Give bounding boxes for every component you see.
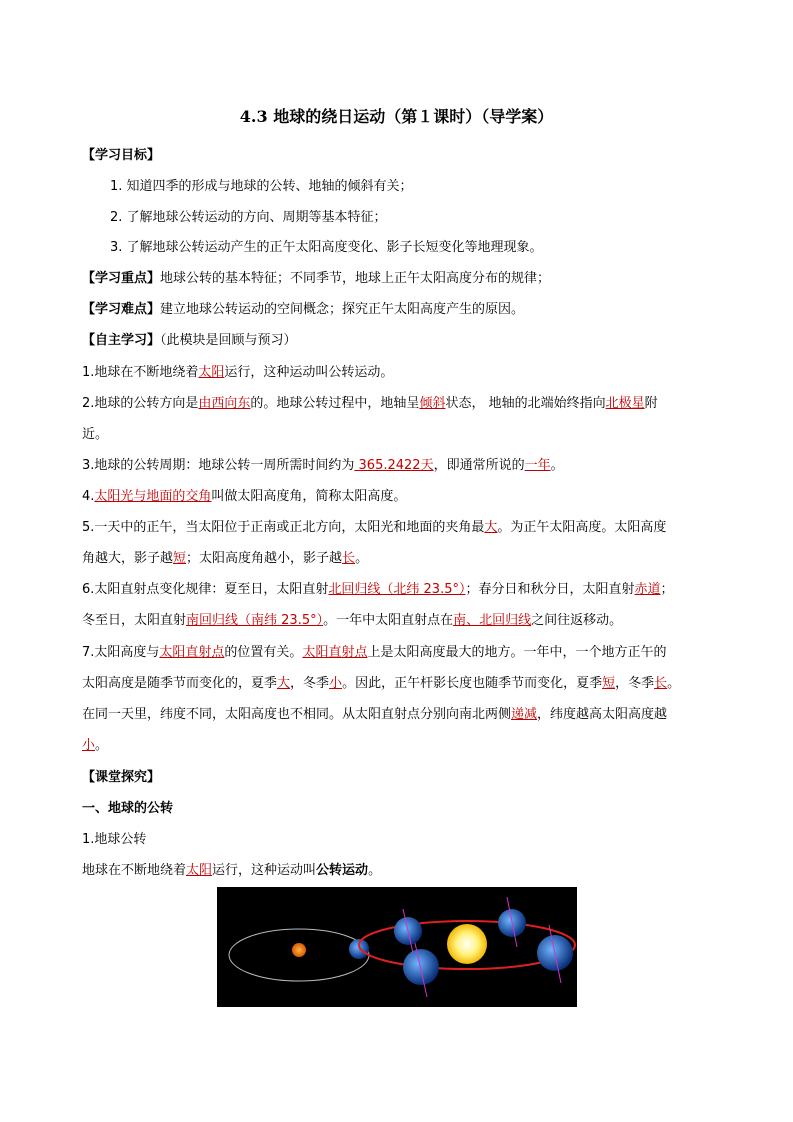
text: 。 xyxy=(368,863,382,878)
section-heading: 一、地球的公转 xyxy=(82,801,174,816)
self-study-note: （此模块是回顾与预习） xyxy=(160,333,297,348)
question-7 xyxy=(82,643,666,663)
key-points-text: 地球公转的基本特征；不同季节，地球上正午太阳高度分布的规律； xyxy=(160,271,551,286)
sun xyxy=(447,924,487,964)
answer-blank: 小 xyxy=(329,676,343,691)
text: 的。地球公转过程中，地轴呈 xyxy=(250,396,420,411)
text: 叫做太阳高度角，简称太阳高度。 xyxy=(211,489,407,504)
answer-blank: 365.2422天 xyxy=(354,458,434,473)
text: 。 xyxy=(667,676,681,691)
text: 之间往返移动。 xyxy=(531,613,623,628)
text: 。 xyxy=(95,738,109,753)
text: ，冬季 xyxy=(290,676,330,691)
key-points xyxy=(82,269,550,289)
question-2 xyxy=(82,394,658,414)
bold-term: 公转运动 xyxy=(316,863,369,878)
answer-blank: 太阳 xyxy=(198,365,225,380)
text: 。为正午太阳高度。太阳高度 xyxy=(497,520,667,535)
text: ，冬季 xyxy=(615,676,655,691)
section-line xyxy=(82,861,381,881)
question-2-cont: 近。 xyxy=(82,427,109,442)
page-title: 4.3 地球的绕日运动（第１课时）（导学案） xyxy=(239,107,554,126)
answer-blank: 南回归线（南纬 23.5°） xyxy=(186,613,324,628)
answer-blank: 赤道 xyxy=(634,582,661,597)
small-sun xyxy=(292,943,306,957)
text: 。一年中太阳直射点在 xyxy=(323,613,454,628)
text: 6.太阳直射点变化规律：夏至日，太阳直射 xyxy=(82,582,329,597)
question-7-cont xyxy=(82,674,680,694)
question-5-cont xyxy=(82,549,368,569)
answer-blank: 北回归线（北纬 23.5°） xyxy=(328,582,466,597)
text: 7.太阳高度与 xyxy=(82,645,160,660)
orbit-illustration xyxy=(217,887,577,1007)
answer-blank: 一年 xyxy=(524,458,551,473)
key-points-label: 【学习重点】 xyxy=(82,271,161,286)
text: ，即通常所说的 xyxy=(433,458,525,473)
answer-blank: 南、北回归线 xyxy=(453,613,532,628)
answer-blank: 太阳直射点 xyxy=(302,645,368,660)
answer-blank: 太阳光与地面的交角 xyxy=(94,489,212,504)
text: 地球在不断地绕着 xyxy=(82,863,187,878)
text: 。 xyxy=(355,551,369,566)
answer-blank: 北极星 xyxy=(605,396,645,411)
text: 上是太阳高度最大的地方。一年中，一个地方正午的 xyxy=(367,645,667,660)
question-5 xyxy=(82,518,666,538)
text: ；太阳高度角越小，影子越 xyxy=(186,551,343,566)
answer-blank: 短 xyxy=(173,551,187,566)
text: 冬至日，太阳直射 xyxy=(82,613,187,628)
question-7-cont xyxy=(82,736,108,756)
difficulties-label: 【学习难点】 xyxy=(82,302,161,317)
question-3 xyxy=(82,456,564,476)
orbit-svg xyxy=(217,887,577,1007)
answer-blank: 小 xyxy=(82,738,96,753)
text: ； xyxy=(660,582,674,597)
text: 附 xyxy=(644,396,658,411)
text: 3.地球的公转周期：地球公转一周所需时间约为 xyxy=(82,458,355,473)
answer-blank: 大 xyxy=(277,676,291,691)
answer-blank: 大 xyxy=(484,520,498,535)
question-4 xyxy=(82,487,406,507)
objective-item: 2. 了解地球公转运动的方向、周期等基本特征； xyxy=(110,210,387,225)
answer-blank: 递减 xyxy=(511,707,538,722)
answer-blank: 太阳直射点 xyxy=(159,645,225,660)
difficulties-text: 建立地球公转运动的空间概念；探究正午太阳高度产生的原因。 xyxy=(160,302,525,317)
text: 太阳高度是随季节而变化的，夏季 xyxy=(82,676,278,691)
text: 的位置有关。 xyxy=(224,645,303,660)
question-7-cont xyxy=(82,705,667,725)
earth-autumn xyxy=(403,949,439,985)
question-6 xyxy=(82,580,674,600)
text: 在同一天里，纬度不同，太阳高度也不相同。从太阳直射点分别向南北两侧 xyxy=(82,707,512,722)
self-study-heading xyxy=(82,331,297,351)
text: ；春分日和秋分日，太阳直射 xyxy=(465,582,635,597)
classroom-heading: 【课堂探究】 xyxy=(82,770,161,785)
text: 运行，这种运动叫 xyxy=(212,863,317,878)
answer-blank: 长 xyxy=(654,676,668,691)
answer-blank: 长 xyxy=(342,551,356,566)
subsection-heading: 1.地球公转 xyxy=(82,832,147,847)
answer-blank: 由西向东 xyxy=(198,396,251,411)
text: 状态， 地轴的北端始终指向 xyxy=(445,396,606,411)
text: 5.一天中的正午，当太阳位于正南或正北方向，太阳光和地面的夹角最 xyxy=(82,520,485,535)
text: 2.地球的公转方向是 xyxy=(82,396,199,411)
objective-item: 1. 知道四季的形成与地球的公转、地轴的倾斜有关； xyxy=(110,179,413,194)
text: ，纬度越高太阳高度越 xyxy=(537,707,668,722)
text: 角越大，影子越 xyxy=(82,551,174,566)
text: 4. xyxy=(82,489,95,504)
self-study-label: 【自主学习】 xyxy=(82,333,161,348)
text: 。 xyxy=(550,458,564,473)
answer-blank: 倾斜 xyxy=(419,396,446,411)
text: 。因此，正午杆影长度也随季节而变化，夏季 xyxy=(342,676,603,691)
difficulties xyxy=(82,300,524,320)
answer-blank: 短 xyxy=(602,676,616,691)
objectives-heading: 【学习目标】 xyxy=(82,148,161,163)
text: 1.地球在不断地绕着 xyxy=(82,365,199,380)
objective-item: 3. 了解地球公转运动产生的正午太阳高度变化、影子长短变化等地理现象。 xyxy=(110,240,543,255)
text: 运行，这种运动叫公转运动。 xyxy=(224,365,394,380)
answer-blank: 太阳 xyxy=(186,863,213,878)
question-6-cont xyxy=(82,611,622,631)
question-1 xyxy=(82,363,393,383)
